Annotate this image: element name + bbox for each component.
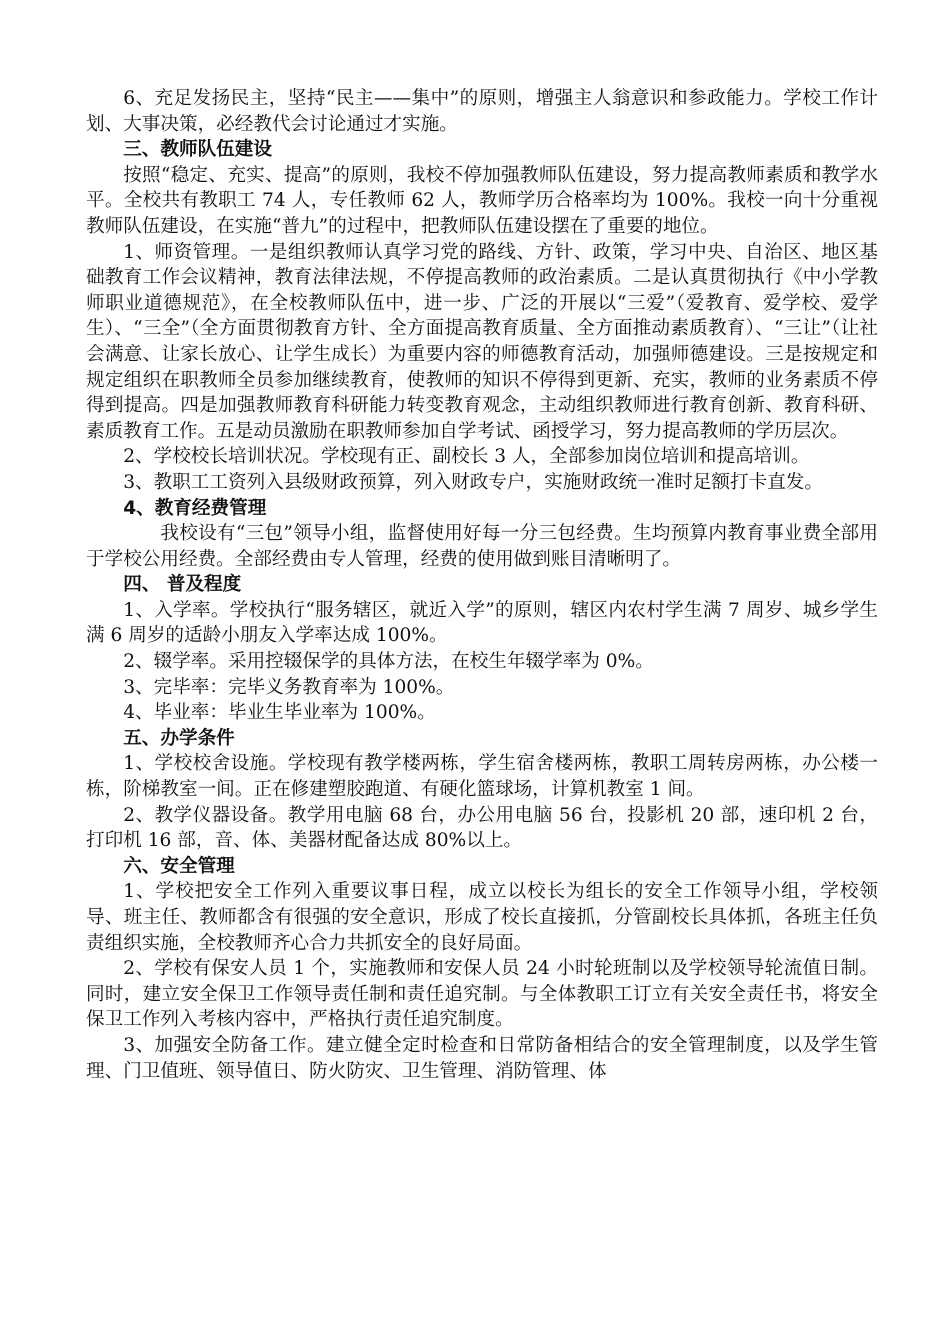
paragraph: 1、学校把安全工作列入重要议事日程，成立以校长为组长的安全工作领导小组，学校领导、班主任、教师都含有很强的安全意识，形成了校长直接抓，分管副校长具体抓，各班主任负责组织实施，全校教师齐心合力共抓安全的良好局面。 [86, 881, 878, 954]
paragraph: 3、教职工工资列入县级财政预算，列入财政专户，实施财政统一准时足额打卡直发。 [123, 471, 823, 493]
section-heading: 五、办学条件 [123, 727, 235, 749]
paragraph: 1、师资管理。一是组织教师认真学习党的路线、方针、政策，学习中央、自治区、地区基础教育工作会议精神，教育法律法规，不停提高教师的政治素质。二是认真贯彻执行《中小学教师职业道德规范》，在全校教师队伍中，进一步、广泛的开展以“三爱”（爱教育、爱学校、爱学生）、“三全”（全方面贯彻教育方针、全方面提高教育质量、全方面推动素质教育）、“三让”（让社会满意、让家长放心、让学生成长）为重要内容的师德教育活动，加强师德建设。三是按规定和规定组织在职教师全员参加继续教育，使教师的知识不停得到更新、充实，教师的业务素质不停得到提高。四是加强教师教育科研能力转变教育观念，主动组织教师进行教育创新、教育科研、素质教育工作。五是动员激励在职教师参加自学考试、函授学习，努力提高教师的学历层次。 [86, 241, 878, 442]
paragraph: 2、教学仪器设备。教学用电脑 68 台，办公用电脑 56 台，投影机 20 部，速印机 2 台，打印机 16 部，音、体、美器材配备达成 80%以上。 [86, 804, 878, 852]
paragraph: 我校设有“三包”领导小组，监督使用好每一分三包经费。生均预算内教育事业费全部用于学校公用经费。全部经费由专人管理，经费的使用做到账目清晰明了。 [86, 523, 878, 570]
paragraph: 4、毕业率：毕业生毕业率为 100%。 [123, 702, 436, 724]
paragraph: 2、学校有保安人员 1 个，实施教师和安保人员 24 小时轮班制以及学校领导轮流值日制。同时，建立安全保卫工作领导责任制和责任追究制。与全体教职工订立有关安全责任书，将安全保卫工作列入考核内容中，严格执行责任追究制度。 [86, 958, 878, 1031]
paragraph: 按照“稳定、充实、提高”的原则，我校不停加强教师队伍建设，努力提高教师素质和教学水平。全校共有教职工 74 人，专任教师 62 人，教师学历合格率均为 100%。我校一向十分重视教师队伍建设，在实施“普九”的过程中，把教师队伍建设摆在了重要的地位。 [86, 164, 878, 237]
paragraph: 2、学校校长培训状况。学校现有正、副校长 3 人，全部参加岗位培训和提高培训。 [123, 446, 810, 468]
paragraph: 3、加强安全防备工作。建立健全定时检查和日常防备相结合的安全管理制度，以及学生管理、门卫值班、领导值日、防火防灾、卫生管理、消防管理、体 [86, 1034, 878, 1082]
section-heading: 4、教育经费管理 [123, 497, 267, 519]
section-heading: 六、安全管理 [123, 855, 235, 877]
paragraph: 2、辍学率。采用控辍保学的具体方法，在校生年辍学率为 0%。 [123, 651, 654, 673]
paragraph: 3、完毕率：完毕义务教育率为 100%。 [123, 676, 455, 698]
paragraph: 1、入学率。学校执行“服务辖区，就近入学”的原则，辖区内农村学生满 7 周岁、城乡学生满 6 周岁的适龄小朋友入学率达成 100%。 [86, 599, 878, 647]
paragraph: 6、充足发扬民主，坚持“民主——集中”的原则，增强主人翁意识和参政能力。学校工作计划、大事决策，必经教代会讨论通过才实施。 [86, 88, 878, 135]
paragraph: 1、学校校舍设施。学校现有教学楼两栋，学生宿舍楼两栋，教职工周转房两栋，办公楼一栋，阶梯教室一间。正在修建塑胶跑道、有硬化篮球场，计算机教室 1 间。 [86, 753, 878, 801]
section-heading: 四、 普及程度 [123, 574, 242, 596]
section-heading: 三、教师队伍建设 [123, 139, 272, 161]
